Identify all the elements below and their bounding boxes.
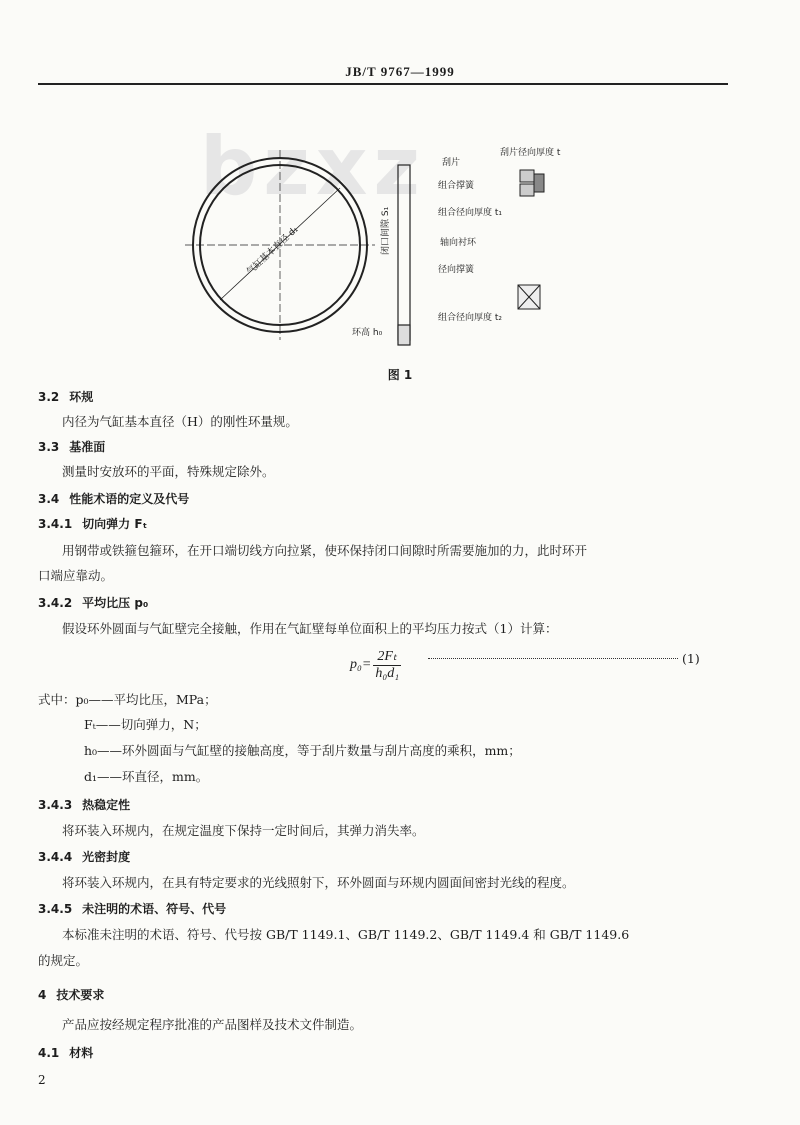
header-title: JB/T 9767—1999: [345, 64, 455, 79]
section-3-4-2-heading: 3.4.2 平均比压 p₀: [38, 596, 149, 610]
section-3-4-5-text1: 本标准未注明的术语、符号、代号按 GB/T 1149.1、GB/T 1149.2、GB/T 1149.4 和 GB/T 1149.6: [62, 927, 630, 942]
diameter-label: 气缸基本直径 d₁: [245, 224, 301, 278]
section-3-4-4-heading: 3.4.4 光密封度: [38, 850, 131, 864]
section-detail-bottom: [518, 285, 540, 309]
page-number: 2: [38, 1073, 46, 1087]
scraper-label: 刮片: [442, 158, 461, 168]
combo-radial1-label: 组合径向厚度 t₁: [438, 208, 502, 218]
formula-1: p₀= $\frac{\text{2Fₜ}}{\text{h₀d₁}}$: [350, 649, 400, 681]
section-3-2-text: 内径为气缸基本直径（H）的刚性环量规。: [62, 414, 298, 429]
section-3-4-3-text: 将环装入环规内，在规定温度下保持一定时间后，其弹力消失率。: [62, 823, 425, 838]
section-3-4-5-text2: 的规定。: [38, 953, 89, 968]
where-line-1: 式中：p₀——平均比压，MPa；: [38, 692, 217, 707]
section-4-text: 产品应按经规定程序批准的产品图样及技术文件制造。: [62, 1017, 363, 1032]
combo-radial2-label: 组合径向厚度 t₂: [438, 313, 502, 323]
section-3-4-1-text2: 口端应靠动。: [38, 568, 114, 583]
section-4-1-heading: 4.1 材料: [38, 1046, 94, 1060]
where-line-2: Fₜ——切向弹力，N；: [84, 717, 207, 732]
height-label: 环高 h₀: [352, 328, 383, 338]
section-strip: [398, 165, 410, 345]
formula-number: (1): [682, 651, 700, 666]
radial-spring-label: 径向撑簧: [438, 265, 475, 275]
section-3-4-1-heading: 3.4.1 切向弹力 Fₜ: [38, 517, 148, 531]
section-3-4-2-text: 假设环外圆面与气缸壁完全接触，作用在气缸壁每单位面积上的平均压力按式（1）计算：: [62, 621, 558, 636]
section-3-4-1-text1: 用钢带或铁箍包箍环，在开口端切线方向拉紧，使环保持闭口间隙时所需要施加的力，此时环开: [62, 543, 588, 558]
combo-spring-label: 组合撑簧: [438, 181, 475, 191]
section-3-4-heading: 3.4 性能术语的定义及代号: [38, 492, 190, 506]
axial-ring-label: 轴向衬环: [440, 238, 477, 248]
section-3-3-text: 测量时安放环的平面，特殊规定除外。: [62, 464, 275, 479]
section-detail-top: [520, 170, 544, 196]
figure-1: [180, 130, 580, 360]
header-rule: [38, 83, 728, 85]
figure-caption: 图 1: [387, 368, 413, 382]
where-line-3: h₀——环外圆面与气缸壁的接触高度，等于刮片数量与刮片高度的乘积，mm；: [84, 743, 521, 758]
section-3-4-4-text: 将环装入环规内，在具有特定要求的光线照射下，环外圆面与环规内圆面间密封光线的程度。: [62, 875, 575, 890]
watermark: bzxz: [200, 120, 426, 213]
section-3-2-heading: 3.2 环规: [38, 390, 94, 404]
gap-label: 闭口间隙 S₁: [381, 206, 391, 255]
formula-leader-dots: [428, 658, 678, 659]
scraper-gap-label: 刮片径向厚度 t: [500, 148, 561, 158]
section-3-3-heading: 3.3 基准面: [38, 440, 106, 454]
section-4-heading: 4 技术要求: [38, 988, 105, 1002]
section-3-4-5-heading: 3.4.5 未注明的术语、符号、代号: [38, 902, 227, 916]
where-line-4: d₁——环直径，mm。: [84, 769, 209, 784]
section-3-4-3-heading: 3.4.3 热稳定性: [38, 798, 131, 812]
